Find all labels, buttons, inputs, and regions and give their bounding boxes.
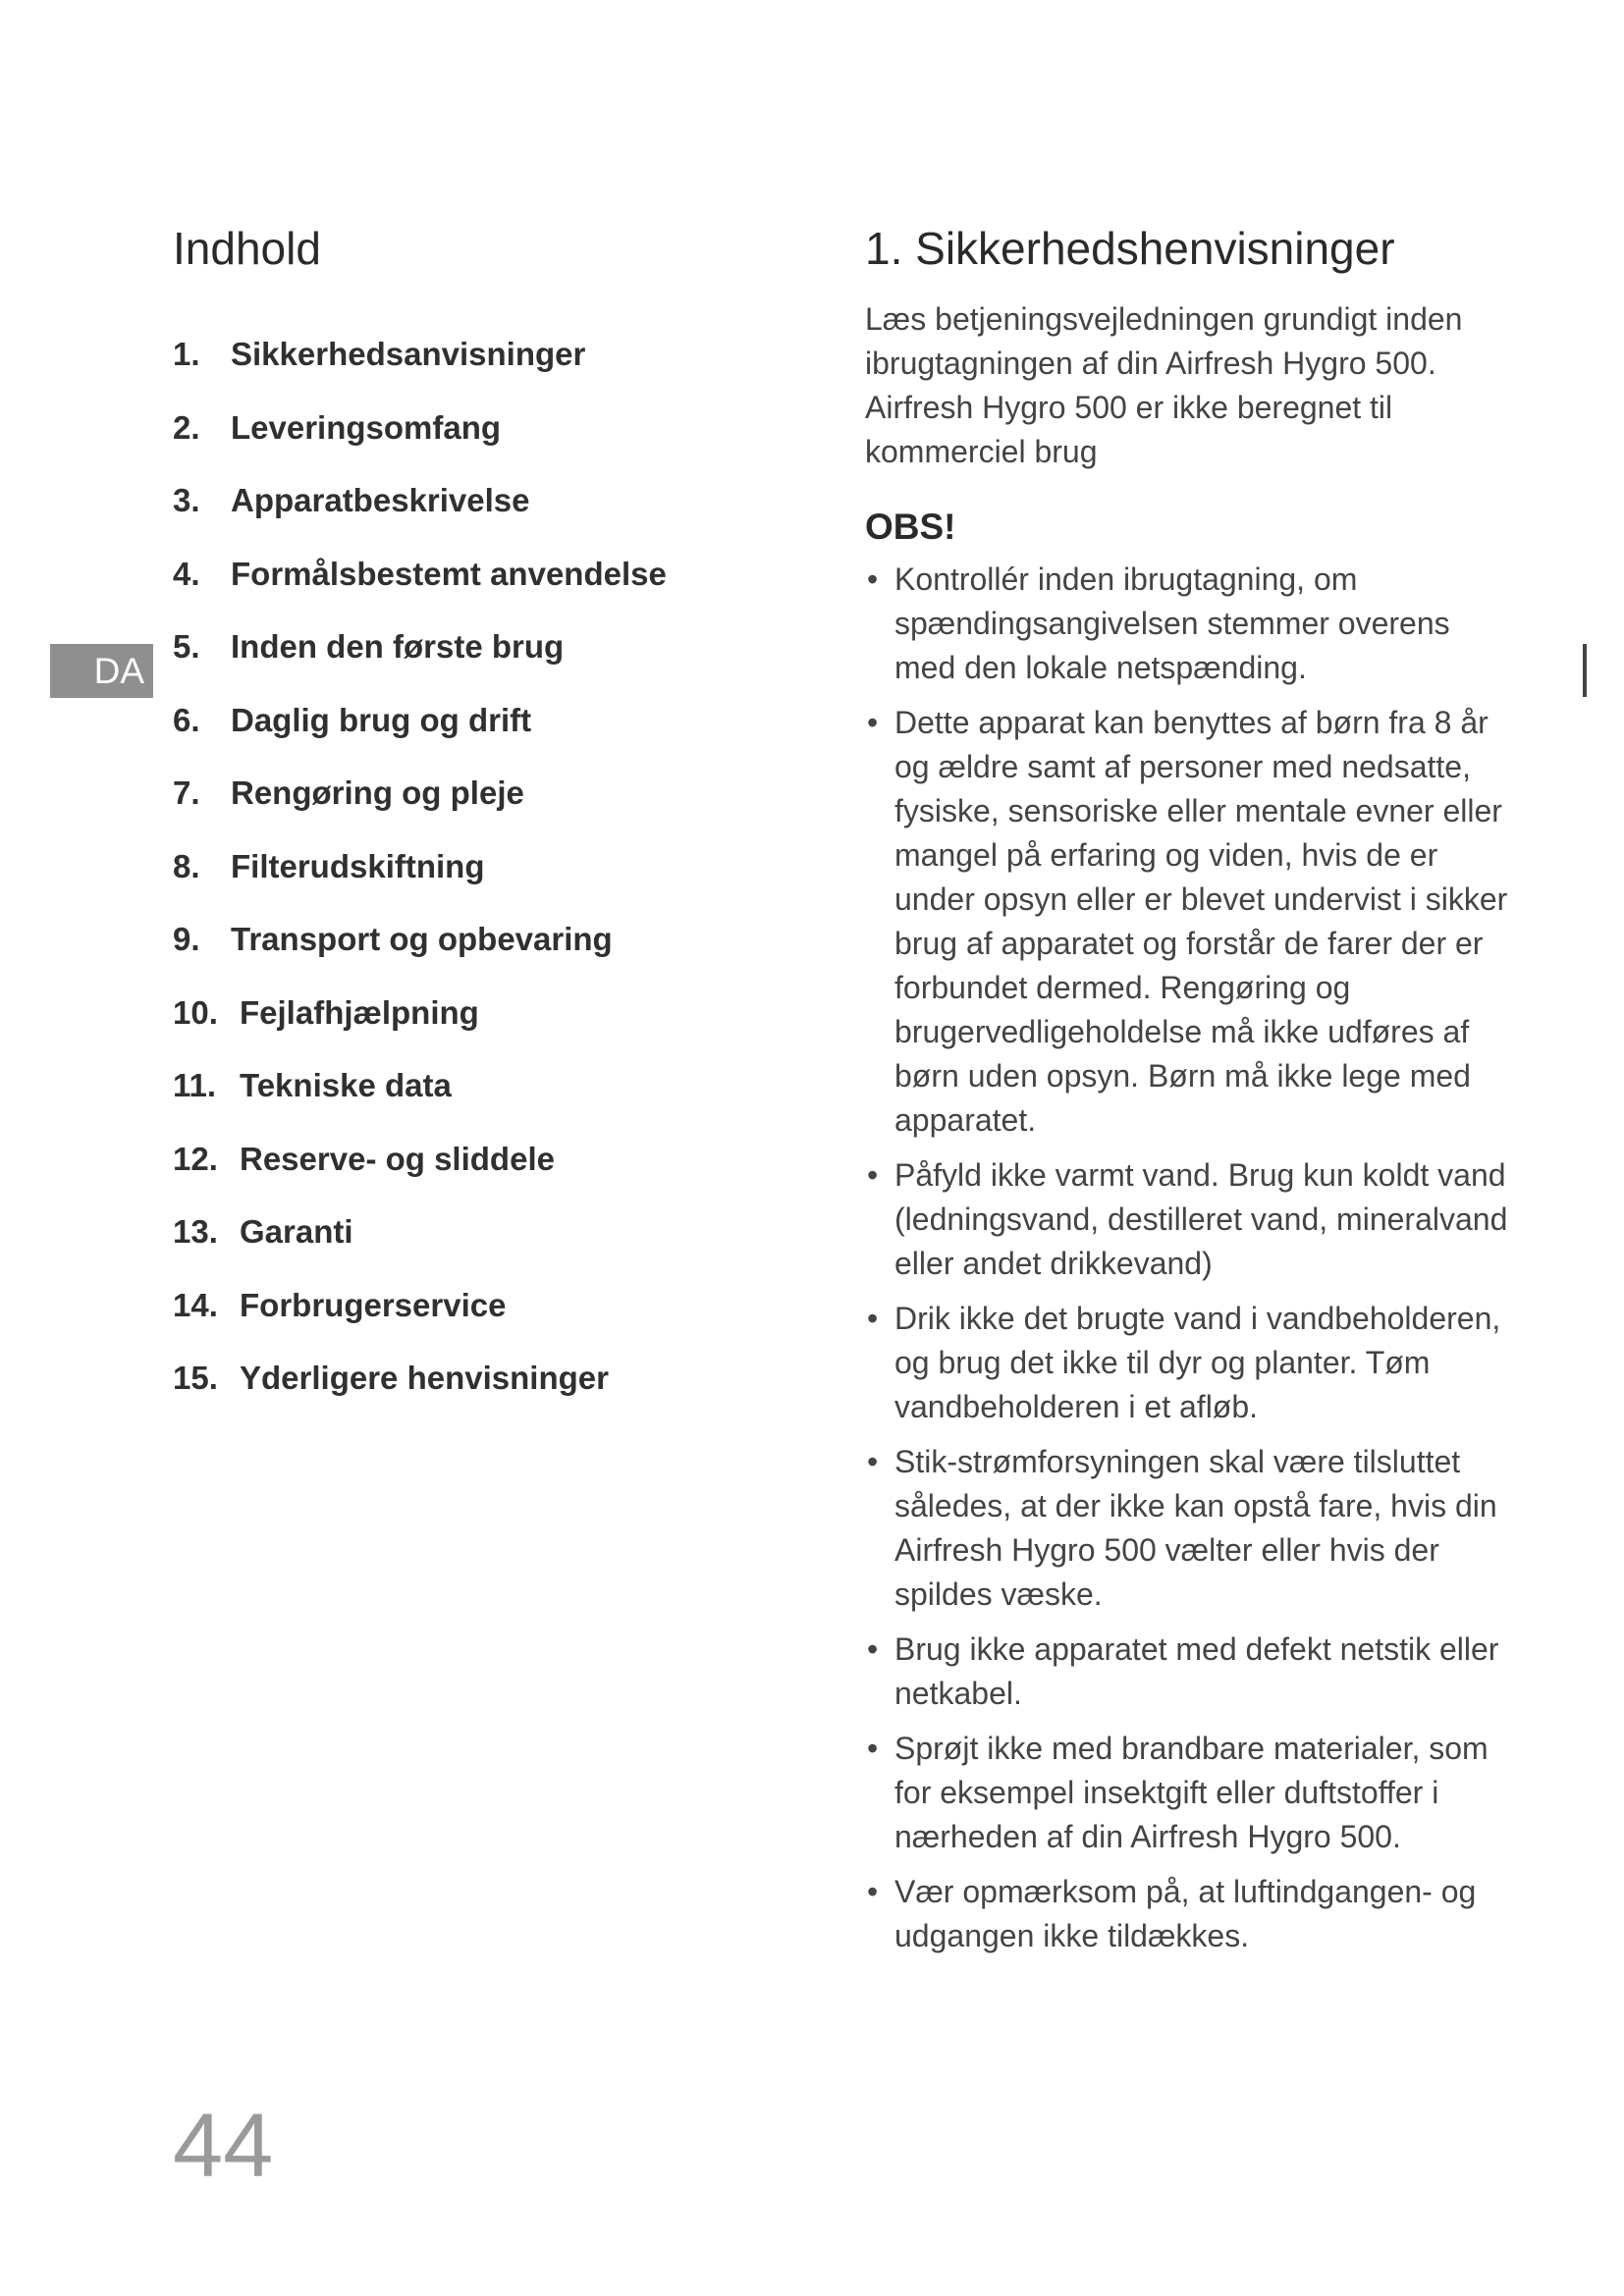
toc-item-3 [173,484,667,558]
toc-item-label: Reserve- og sliddele [240,1140,555,1177]
list-item: • Sprøjt ikke med brandbare materialer, som for eksempel insektgift eller duftstoffer i nærheden af din Airfresh Hygro 500. [865,1727,1513,1859]
language-tab: DA [50,644,153,698]
toc-item-number: 14. [173,1286,218,1323]
list-item: • Dette apparat kan benyttes af børn fra 8 år og ældre samt af personer med nedsatte, fysiske, sensoriske eller mentale evner eller mangel på erfaring og viden, hvis de er under opsyn eller er blevet undervist i sikker brug af apparatet og forstår de farer der er forbundet dermed. Rengøring og brugervedligeholdelse må ikke udføres af børn uden opsyn. Børn må ikke lege med apparatet. [865,701,1513,1143]
list-item: • Vær opmærksom på, at luftindgangen- og udgangen ikke tildækkes. [865,1870,1513,1958]
toc-item-label: Transport og opbevaring [231,921,613,957]
toc-item-number: 1. [173,336,200,372]
toc-item-13 [173,1215,667,1289]
safety-list [865,558,1513,1958]
toc-item-5 [173,630,667,704]
toc-title: Indhold [173,223,321,274]
toc-item-label: Forbrugerservice [240,1286,507,1323]
toc-item-6 [173,701,667,777]
list-item: • Påfyld ikke varmt vand. Brug kun koldt vand (ledningsvand, destilleret vand, mineralvand eller andet drikkevand) [865,1153,1513,1286]
toc-item-2 [173,408,667,485]
toc-item-number: 13. [173,1213,218,1250]
toc-item-label: Tekniske data [240,1067,452,1103]
toc-item-label: Daglig brug og drift [231,701,532,738]
toc-item-10 [173,993,667,1070]
intro-paragraph: Læs betjeningsvejledningen grundigt inden ibrugtagningen af din Airfresh Hygro 500. Airfresh Hygro 500 er ikke beregnet til kommerciel brug [865,301,1463,470]
toc-item-number: 6. [173,701,200,738]
side-marker [1583,644,1587,697]
toc-item-label: Rengøring og pleje [231,774,524,811]
toc-item-4 [173,555,667,631]
toc-item-label: Formålsbestemt anvendelse [231,555,667,592]
toc-item-number: 11. [173,1067,217,1103]
toc-item-9 [173,923,667,996]
toc-item-number: 9. [173,921,200,957]
toc-item-number: 3. [173,482,200,518]
section-title: 1. Sikkerhedshenvisninger [865,223,1395,274]
toc-item-number: 4. [173,555,200,592]
page-number: 44 [173,2096,274,2196]
toc-item-label: Filterudskiftning [231,847,485,884]
toc-item-number: 5. [173,628,200,665]
toc-item-label: Sikkerhedsanvisninger [231,336,586,372]
toc-item-number: 12. [173,1140,218,1177]
table-of-contents [173,338,667,1435]
toc-item-label: Yderligere henvisninger [240,1360,609,1396]
toc-item-label: Leveringsomfang [231,408,502,446]
obs-heading: OBS! [865,507,956,548]
toc-item-number: 2. [173,408,200,446]
list-item: • Drik ikke det brugte vand i vandbeholderen, og brug det ikke til dyr og planter. Tøm vandbeholderen i et afløb. [865,1297,1513,1429]
toc-item-14 [173,1286,667,1362]
toc-item-number: 8. [173,847,200,884]
list-item: • Stik-strømforsyningen skal være tilsluttet således, at der ikke kan opstå fare, hvis din Airfresh Hygro 500 vælter eller hvis der spildes væske. [865,1440,1513,1617]
toc-item-label: Fejlafhjælpning [240,993,479,1031]
list-item: • Brug ikke apparatet med defekt netstik eller netkabel. [865,1628,1513,1716]
toc-item-number: 10. [173,993,218,1031]
toc-item-label: Apparatbeskrivelse [231,482,530,518]
toc-item-11 [173,1069,667,1143]
toc-item-12 [173,1140,667,1216]
toc-item-15 [173,1362,667,1435]
safety-section [865,222,1513,1969]
toc-item-8 [173,847,667,924]
toc-item-7 [173,776,667,850]
toc-item-label: Inden den første brug [231,628,565,665]
list-item: • Kontrollér inden ibrugtagning, om spændingsangivelsen stemmer overens med den lokale netspænding. [865,558,1513,690]
toc-item-label: Garanti [240,1213,353,1250]
toc-item-1 [173,338,667,411]
toc-item-number: 7. [173,774,200,811]
toc-item-number: 15. [173,1360,218,1396]
